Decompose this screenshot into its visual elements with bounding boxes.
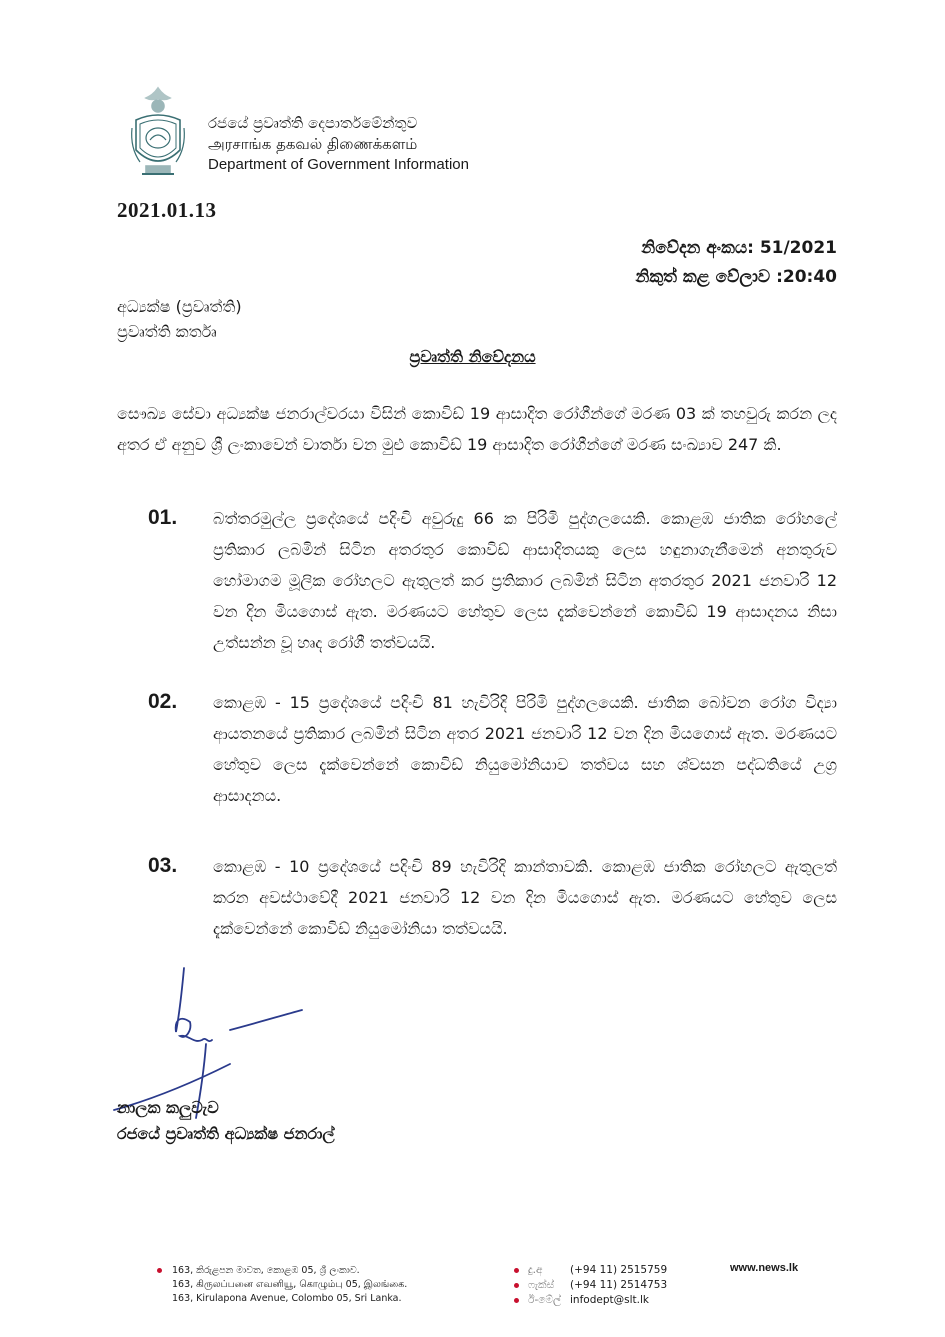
address-line-english: 163, Kirulapona Avenue, Colombo 05, Sri Lanka.: [172, 1293, 402, 1304]
contact-value: (+94 11) 2515759: [570, 1264, 668, 1276]
item-text: කොළඹ - 10 ප්‍රදේශයේ පදිංචි 89 හැවිරිදි කාන්තාවකි. කොළඹ ජාතික රෝහලට ඇතුලත් කරන අවස්ථාවේදී 2021 ජනවාරි 12 වන දින මියගොස් ඇත. මරණයට හේතුව ලෙස දැක්වෙන්නේ කොවිඩ් නියුමෝනියා තත්වයයි.: [213, 857, 837, 938]
signature-image: [110, 960, 310, 1120]
address-line-sinhala: 163, කිරුළපන මාවත, කොළඹ 05, ශ්‍රී ලංකාව.: [172, 1264, 407, 1278]
bullet-icon: [514, 1298, 519, 1303]
dept-name-sinhala: රජයේ ප්‍රවෘත්ති දෙපාර්තමේන්තුව: [208, 114, 418, 132]
item-number: 02.: [148, 690, 178, 713]
item-number: 03.: [148, 854, 178, 877]
contact-value: (+94 11) 2514753: [570, 1279, 668, 1291]
bullet-icon: [514, 1268, 519, 1273]
address-line-tamil: 163, கிருலப்பனை எவனியூ, கொழும்பு 05, இலங்கை.: [172, 1279, 408, 1290]
item-text: බත්තරමුල්ල ප්‍රදේශයේ පදිංචි අවුරුදු 66 ක පිරිමි පුද්ගලයෙකි. කොළඹ ජාතික රෝහලේ ප්‍රතිකාර ලබමින් සිටින අතරතුර කොවිඩ් ආසාදිතයකු ලෙස හඳුනාගැනීමෙන් අනතුරුව හෝමාගම මූලික රෝහලට ඇතුලත් කර ප්‍රතිකාර ලබමින් සිටින අතරතුර 2021 ජනවාරි 12 වන දින මියගොස් ඇත. මරණයට හේතුව ලෙස දැක්වෙන්නේ කොවිඩ් 19 ආසාදනය නිසා උත්සන්න වූ හෘද රෝගී තත්වයයි.: [213, 509, 837, 652]
contact-label: ෆැක්ස්: [528, 1279, 555, 1291]
dept-name-tamil: அரசாங்க தகவல் திணைக்களம்: [208, 135, 418, 153]
release-time: නිකුත් කළ වේලාව :20:40: [635, 267, 837, 287]
addressee-1: අධ්‍යක්ෂ (ප්‍රවෘත්ති): [117, 297, 242, 316]
sri-lanka-emblem-icon: [126, 84, 190, 180]
bullet-icon: [514, 1283, 519, 1288]
dept-name-english: Department of Government Information: [208, 156, 469, 173]
contact-phone: [528, 1263, 667, 1278]
contact-value: infodept@slt.lk: [570, 1294, 649, 1306]
signer-title: රජයේ ප්‍රවෘත්ති අධ්‍යක්ෂ ජනරාල්: [117, 1124, 335, 1143]
document-heading: ප්‍රවෘත්ති නිවේදනය: [409, 347, 536, 366]
release-date: 2021.01.13: [117, 198, 217, 222]
item-text: කොළඹ - 15 ප්‍රදේශයේ පදිංචි 81 හැවිරිදි පිරිමි පුද්ගලයෙකි. ජාතික බෝවන රෝග විද්‍යා ආයතනයේ ප්‍රතිකාර ලබමින් සිටින අතර 2021 ජනවාරි 12 වන දින මියගොස් ඇත. මරණයට හේතුව ලෙස දැක්වෙන්නේ කොවිඩ් නියුමෝනියාව තත්වය සහ ශ්වසන පද්ධතියේ උග්‍ර ආසාදනය.: [213, 693, 837, 805]
contact-email: [528, 1293, 667, 1308]
notice-number: නිවේදන අංකය: 51/2021: [641, 238, 837, 258]
contact-label: දු.අ: [528, 1264, 543, 1276]
footer-contacts: [528, 1263, 667, 1308]
intro-paragraph: සෞඛ්‍ය සේවා අධ්‍යක්ෂ ජනරාල්වරයා විසින් කොවිඩ් 19 ආසාදිත රෝගීන්ගේ මරණ 03 ක් තහවුරු කරන ලද අතර ඒ අනුව ශ්‍රී ලංකාවෙන් වාර්තා වන මුළු කොවිඩ් 19 ආසාදිත රෝගීන්ගේ මරණ සංඛ්‍යාව 247 කි.: [117, 404, 837, 454]
contact-label: ඊ-මේල්: [528, 1294, 561, 1306]
website-link[interactable]: www.news.lk: [730, 1262, 799, 1274]
contact-fax: [528, 1278, 667, 1293]
item-number: 01.: [148, 506, 178, 529]
addressee-2: ප්‍රවෘත්ති කර්තෘ: [117, 322, 217, 341]
footer-address: [172, 1264, 407, 1306]
signer-name: නාලක කලුවැව: [117, 1098, 219, 1117]
bullet-icon: [157, 1268, 162, 1273]
